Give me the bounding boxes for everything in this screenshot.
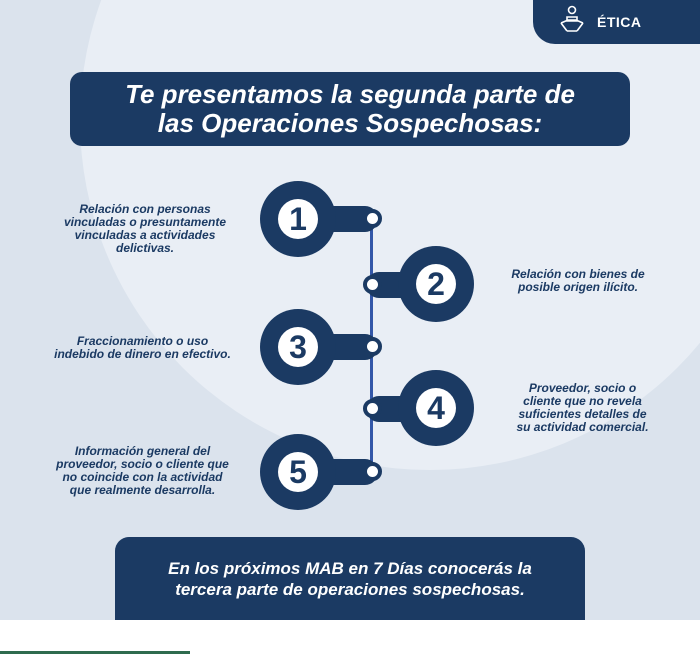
step-4-line-1: Proveedor, socio o: [528, 381, 637, 395]
step-1-description: [40, 203, 250, 255]
step-1-line-3: vinculadas a actividades: [74, 228, 216, 242]
step-3-dot: [363, 337, 382, 356]
title-line-1: Te presentamos la segunda parte de: [125, 79, 575, 109]
step-2-line-2: posible origen ilícito.: [517, 280, 638, 294]
category-label: ÉTICA: [597, 14, 642, 30]
step-4-dot: [363, 399, 382, 418]
step-5-line-3: no coincide con la actividad: [62, 470, 223, 484]
step-4-line-3: suficientes detalles de: [518, 407, 647, 421]
step-1-line-4: delictivas.: [115, 241, 175, 255]
step-4-node: [398, 370, 474, 446]
bottom-band: [0, 620, 700, 654]
step-4-description: [495, 382, 670, 434]
step-5-line-4: que realmente desarrolla.: [69, 483, 216, 497]
step-1-dot: [363, 209, 382, 228]
step-2-dot: [363, 275, 382, 294]
step-5-line-2: proveedor, socio o cliente que: [56, 457, 229, 471]
step-4-line-4: su actividad comercial.: [516, 420, 649, 434]
step-4-number: 4: [416, 388, 456, 428]
step-1-line-1: Relación con personas: [79, 202, 211, 216]
step-5-dot: [363, 462, 382, 481]
step-1-node: [260, 181, 336, 257]
footer-banner: [115, 537, 585, 620]
step-3-node: [260, 309, 336, 385]
step-3-line-2: indebido de dinero en efectivo.: [54, 347, 231, 361]
step-4-line-2: cliente que no revela: [523, 394, 642, 408]
footer-line-2: tercera parte de operaciones sospechosas.: [175, 579, 525, 599]
title-line-2: las Operaciones Sospechosas:: [157, 108, 543, 138]
footer-message: [168, 558, 532, 600]
step-3-number: 3: [278, 327, 318, 367]
step-2-description: [488, 268, 668, 294]
footer-line-1: En los próximos MAB en 7 Días conocerás la: [168, 558, 532, 578]
step-2-node: [398, 246, 474, 322]
step-3-line-1: Fraccionamiento o uso: [76, 334, 209, 348]
category-badge: [533, 0, 700, 44]
step-2-number: 2: [416, 264, 456, 304]
handshake-icon: [557, 5, 587, 40]
title-banner: [70, 72, 630, 146]
page-title: [125, 80, 575, 138]
step-5-number: 5: [278, 452, 318, 492]
step-3-description: [30, 335, 255, 361]
step-1-number: 1: [278, 199, 318, 239]
step-5-description: [30, 445, 255, 497]
step-2-line-1: Relación con bienes de: [511, 267, 645, 281]
step-1-line-2: vinculadas o presuntamente: [63, 215, 227, 229]
step-5-line-1: Información general del: [74, 444, 211, 458]
step-5-node: [260, 434, 336, 510]
